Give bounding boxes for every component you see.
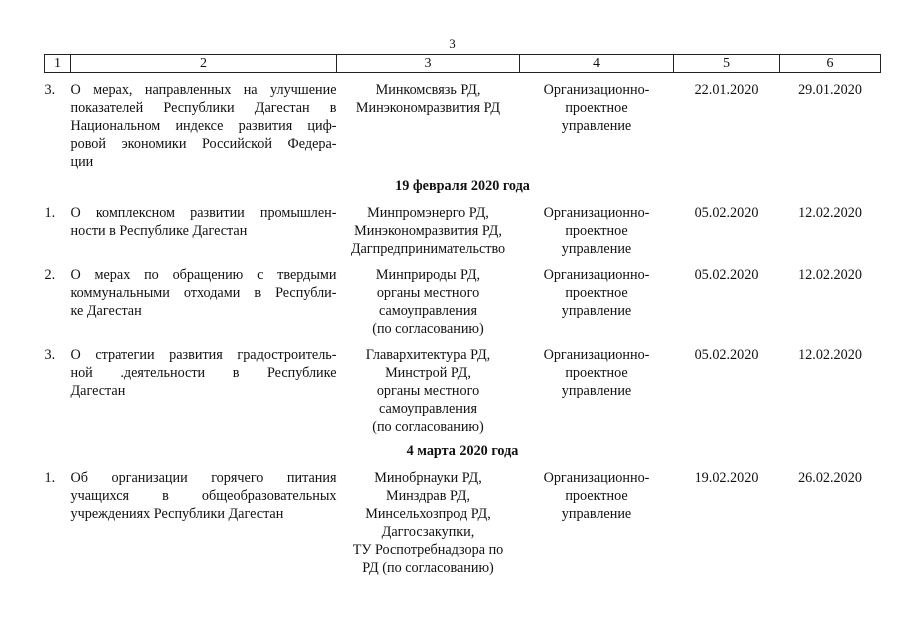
- text-line: показателей Республики Дагестан в: [70, 100, 337, 116]
- text-line: Минприроды РД,: [375, 267, 481, 283]
- item-number: 1.: [44, 470, 56, 486]
- preparation-form: [520, 196, 674, 258]
- text-line: ке Дагестан: [70, 303, 142, 319]
- text-line: Организационно-: [543, 205, 650, 221]
- text-line: Минобрнауки РД,: [374, 470, 482, 486]
- item-title: [71, 73, 337, 172]
- text-line: Организационно-: [543, 267, 650, 283]
- text-line: ровой экономики Российской Федера-: [70, 136, 337, 152]
- text-line: О мерах по обращению с твердыми: [70, 267, 337, 283]
- item-title: [71, 196, 337, 258]
- table-row: [45, 73, 881, 172]
- text-line: Организационно-: [543, 470, 650, 486]
- column-header: 2: [71, 55, 337, 73]
- date-submission: 05.02.2020: [694, 267, 759, 283]
- text-line: Минпромэнерго РД,: [367, 205, 489, 221]
- item-number: 2.: [44, 267, 56, 283]
- responsible-bodies: [337, 338, 520, 436]
- section-row: [45, 171, 881, 196]
- schedule-table: [44, 54, 881, 577]
- text-line: самоуправления: [379, 401, 477, 417]
- date-deadline: 29.01.2020: [798, 82, 862, 98]
- date-deadline: 12.02.2020: [798, 347, 862, 363]
- column-header: 5: [674, 55, 780, 73]
- text-line: проектное: [565, 100, 628, 116]
- text-line: Минстрой РД,: [385, 365, 471, 381]
- item-number: 3.: [44, 82, 56, 98]
- text-line: Организационно-: [543, 347, 650, 363]
- text-line: ТУ Роспотребнадзора по: [352, 542, 504, 558]
- section-date-heading: 4 марта 2020 года: [406, 443, 519, 459]
- responsible-bodies: [337, 258, 520, 338]
- text-line: управление: [561, 241, 632, 257]
- date-deadline: 26.02.2020: [798, 470, 862, 486]
- item-number: 1.: [44, 205, 56, 221]
- text-line: Национальном индексе развития циф-: [70, 118, 337, 134]
- column-header: 6: [780, 55, 881, 73]
- item-title: [71, 258, 337, 338]
- text-line: ной .деятельности в Республике: [70, 365, 337, 381]
- preparation-form: [520, 73, 674, 172]
- table-row: [45, 258, 881, 338]
- text-line: Главархитектура РД,: [365, 347, 491, 363]
- text-line: проектное: [565, 365, 628, 381]
- text-line: О стратегии развития градостроитель-: [70, 347, 337, 363]
- text-line: О мерах, направленных на улучшение: [70, 82, 337, 98]
- date-submission: 05.02.2020: [694, 347, 759, 363]
- item-title: [71, 461, 337, 577]
- table-row: [45, 338, 881, 436]
- date-deadline: 12.02.2020: [798, 205, 862, 221]
- text-line: коммунальными отходами в Республи-: [70, 285, 337, 301]
- table-row: [45, 196, 881, 258]
- text-line: учреждениях Республики Дагестан: [70, 506, 284, 522]
- text-line: Минсельхозпрод РД,: [365, 506, 491, 522]
- text-line: Даггосзакупки,: [381, 524, 475, 540]
- date-submission: 22.01.2020: [694, 82, 759, 98]
- text-line: Минэкономразвития РД: [355, 100, 501, 116]
- preparation-form: [520, 338, 674, 436]
- text-line: (по согласованию): [372, 321, 484, 337]
- text-line: ции: [70, 154, 94, 170]
- text-line: Минздрав РД,: [385, 488, 471, 504]
- item-number: 3.: [44, 347, 56, 363]
- text-line: управление: [561, 383, 632, 399]
- text-line: Об организации горячего питания: [70, 470, 337, 486]
- section-date-heading: 19 февраля 2020 года: [395, 178, 530, 194]
- preparation-form: [520, 461, 674, 577]
- column-header: 1: [45, 55, 71, 73]
- text-line: (по согласованию): [372, 419, 484, 435]
- text-line: органы местного: [376, 383, 480, 399]
- responsible-bodies: [337, 196, 520, 258]
- text-line: Дагестан: [70, 383, 126, 399]
- preparation-form: [520, 258, 674, 338]
- table-row: [45, 461, 881, 577]
- text-line: учащихся в общеобразовательных: [70, 488, 337, 504]
- section-row: [45, 436, 881, 461]
- text-line: управление: [561, 303, 632, 319]
- date-deadline: 12.02.2020: [798, 267, 862, 283]
- text-line: Минэкономразвития РД,: [354, 223, 502, 239]
- page-number: 3: [449, 36, 456, 51]
- text-line: управление: [561, 506, 632, 522]
- text-line: Организационно-: [543, 82, 650, 98]
- text-line: О комплексном развитии промышлен-: [70, 205, 337, 221]
- text-line: органы местного: [376, 285, 480, 301]
- responsible-bodies: [337, 461, 520, 577]
- column-header: 3: [337, 55, 520, 73]
- text-line: Дагпредпринимательство: [350, 241, 506, 257]
- text-line: проектное: [565, 488, 628, 504]
- column-number-row: [45, 55, 881, 73]
- column-header: 4: [520, 55, 674, 73]
- text-line: РД (по согласованию): [362, 560, 494, 576]
- text-line: самоуправления: [379, 303, 477, 319]
- item-title: [71, 338, 337, 436]
- text-line: проектное: [565, 223, 628, 239]
- text-line: проектное: [565, 285, 628, 301]
- text-line: ности в Республике Дагестан: [70, 223, 248, 239]
- responsible-bodies: [337, 73, 520, 172]
- text-line: Минкомсвязь РД,: [375, 82, 481, 98]
- text-line: управление: [561, 118, 632, 134]
- date-submission: 19.02.2020: [694, 470, 759, 486]
- date-submission: 05.02.2020: [694, 205, 759, 221]
